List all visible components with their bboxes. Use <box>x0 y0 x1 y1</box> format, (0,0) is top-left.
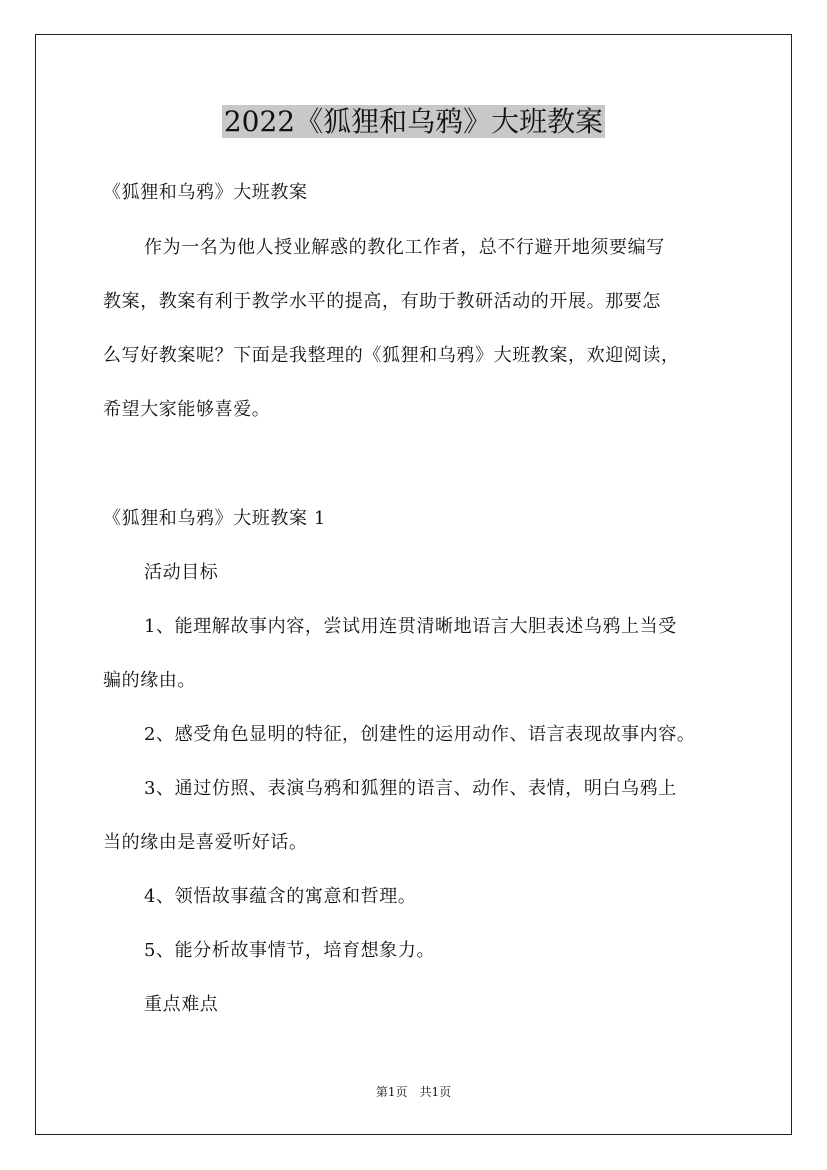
intro-line-3: 么写好教案呢？下面是我整理的《狐狸和乌鸦》大班教案，欢迎阅读， <box>103 345 680 366</box>
goal-line-4: 3、通过仿照、表演乌鸦和狐狸的语言、动作、表情，明白乌鸦上 <box>144 778 677 799</box>
intro-line-2: 教案，教案有利于教学水平的提高，有助于教研活动的开展。那要怎 <box>103 291 661 312</box>
document-title <box>0 102 827 142</box>
page-footer: 第1页 共1页 <box>375 1085 452 1099</box>
intro-line-4: 希望大家能够喜爱。 <box>103 399 271 420</box>
key-points-heading: 重点难点 <box>144 994 219 1015</box>
subtitle: 《狐狸和乌鸦》大班教案 <box>103 182 308 203</box>
goal-line-5: 当的缘由是喜爱听好话。 <box>103 832 308 853</box>
goal-line-2: 骗的缘由。 <box>103 670 196 691</box>
activity-goal-heading: 活动目标 <box>144 562 219 583</box>
section1-heading: 《狐狸和乌鸦》大班教案 1 <box>103 508 326 529</box>
goal-line-6: 4、领悟故事蕴含的寓意和哲理。 <box>144 886 417 907</box>
document-title-text: 2022《狐狸和乌鸦》大班教案 <box>223 105 604 138</box>
intro-line-1: 作为一名为他人授业解惑的教化工作者，总不行避开地须要编写 <box>144 237 665 258</box>
goal-line-7: 5、能分析故事情节，培育想象力。 <box>144 940 436 961</box>
goal-line-1: 1、能理解故事内容，尝试用连贯清晰地语言大胆表述乌鸦上当受 <box>144 616 677 637</box>
goal-line-3: 2、感受角色显明的特征，创建性的运用动作、语言表现故事内容。 <box>144 724 696 745</box>
